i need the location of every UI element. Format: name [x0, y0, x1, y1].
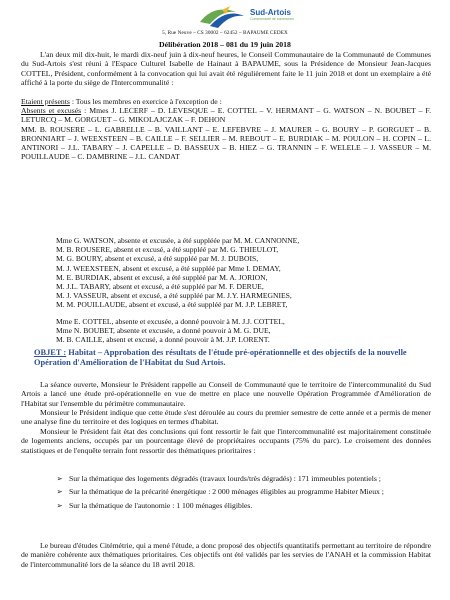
suppleance-item: Mme G. WATSON, absente et excusée, a été suppléée par M. M. CANNONNE, — [56, 236, 300, 245]
body-paragraph-3: Monsieur le Président fait état des conclusions qui font ressortir le fait que l'intercommunalité est majoritairement constituée de logements anciens, occupés par un pourcentage élevé de propriétaires occupants (75% du parc). Le croisement des données statistiques et de l'enquête terrain font ressortir des thématiques prioritaires : — [21, 427, 431, 455]
body-paragraph-4: Le bureau d'études Citémétrie, qui a mené l'étude, a donc proposé des objectifs quantitatifs permettant au territoire de répondre de manière cohérente aux thématiques prioritaires. Ces objectifs ont été validés par les servies de l'ANAH et la commission Habitat de l'intercommunalité lors de la séance du 18 avril 2018. — [21, 541, 431, 569]
arrow-bullet-icon: ➢ — [56, 487, 63, 497]
objet-heading — [34, 348, 422, 367]
pouvoir-item: M. B. CAILLE, absent et excusé, a donné pouvoir à M. J.P. LORENT. — [56, 335, 270, 345]
suppleance-item: M. E. BURDIAK, absent et excusé, a été suppléé par M. A. JORION, — [56, 272, 268, 282]
logo-tagline: Communauté de communes — [250, 17, 294, 21]
absents-label: Absents et excusés — [21, 106, 82, 115]
suppleance-item: M. J.L. TABARY, absent et excusé, a été suppléé par M. F. DERUE, — [56, 282, 264, 292]
bullet-text: Sur la thématique des logements dégradés (travaux lourds/très dégradés) : 171 immeubles potentiels ; — [69, 474, 381, 483]
bullet-text: Sur la thématique de l'autonomie : 1 100 ménages éligibles. — [69, 500, 253, 510]
suppleance-item: M. B. ROUSERE, absent et excusé, a été suppléé par M. G. THIEULOT, — [56, 245, 279, 255]
bullet-text: Sur la thématique de la précarité énergétique : 2 000 ménages éligibles au programme Habiter Mieux ; — [69, 487, 384, 497]
absents-mmes: : Mmes J. LECERF – D. LEVESQUE – E. COTTEL – V. HERMANT – G. WATSON – N. BOUBET – F. LETURCQ – M. GORGUET – G. MIKOLAJCZAK – F. DEHON — [21, 106, 431, 125]
presents-line — [21, 97, 431, 106]
objet-label: OBJET : — [34, 348, 67, 357]
list-item — [21, 487, 431, 496]
logo-text: Sud-Artois — [250, 8, 291, 17]
header-address: 5, Rue Neuve – CS 30002 – 62452 – BAPAUME CEDEX — [162, 30, 288, 36]
suppleances-list — [56, 236, 426, 310]
suppleance-item: M. J. WEEXSTEEN, absent et excusé, a été suppléé par Mme I. DEMAY, — [56, 263, 281, 273]
objet-text: Habitat – Approbation des résultats de l'étude pré-opérationnelle et des objectifs de la nouvelle Opération d'Amélioration de l'Habitat du Sud Artois. — [34, 348, 407, 367]
absents-mm: MM. B. ROUSERE – L. GABRELLE – B. VAILLANT – E. LEFEBVRE – J. MAURER – G. BOURY – P. GORGUET – B. BRONNIART – J. WEEXSTEEN – B. CAILLE – F. SELLIER – M. REBOUT – E. BURDIAK – M. POULON – H. COPIN – L. ANTINORI – J.L. TABARY – J. CAPELLE – D. BASSEUX – B. HIEZ – G. TRANNIN – F. WELELE – J. VASSEUR – M. POUILLAUDE – C. DAMBRINE – J.L. CANDAT — [21, 124, 431, 162]
deliberation-title: Délibération 2018 – 081 du 19 juin 2018 — [159, 40, 291, 49]
body-paragraph-2: Monsieur le Président indique que cette étude s'est déroulée au cours du premier semestre de cette année et a permis de mener une analyse fine du territoire et des logiques en termes d'habitat. — [21, 408, 431, 427]
logo — [196, 2, 296, 30]
arrow-bullet-icon: ➢ — [56, 500, 63, 510]
presents-text: : Tous les membres en exercice à l'exception de : — [69, 97, 222, 106]
suppleance-item: M. J. VASSEUR, absent et excusé, a été suppléé par M. J.Y. HARMEGNIES, — [56, 291, 292, 301]
presents-label: Etaient présents — [21, 97, 70, 106]
intro-paragraph: L'an deux mil dix-huit, le mardi dix-neuf juin à dix-neuf heures, le Conseil Communautaire de la Communauté de Communes du Sud-Artois s'est réuni à l'Espace Culturel Isabelle de Hainaut à BAPAUME, sous la Présidence de Monsieur Jean-Jacques COTTEL, Président, conformément à la convocation qui lui avait été régulièrement faite le 11 juin 2018 et dont un exemplaire a été affiché à la porte du siège de l'Intercommunalité : — [21, 50, 431, 87]
list-item — [21, 474, 431, 483]
absents-block — [21, 106, 431, 162]
pouvoir-item: Mme N. BOUBET, absente et excusée, a donné pouvoir à M. G. DUE, — [56, 326, 271, 336]
suppleance-item: M. G. BOURY, absent et excusé, a été suppléé par M. J. DUBOIS, — [56, 254, 259, 264]
list-item — [21, 501, 431, 510]
priorities-list — [21, 474, 431, 510]
pouvoir-item: Mme E. COTTEL, absente et excusée, a donné pouvoir à M. J.J. COTTEL, — [56, 317, 285, 326]
body-paragraph-1: La séance ouverte, Monsieur le Président rappelle au Conseil de Communauté que le territoire de l'intercommunalité du Sud Artois a lancé une étude pré-opérationnelle en vue de mettre en place une nouvelle Opération Programmée d'Amélioration de l'Habitat sur l'ensemble du périmètre communautaire. — [21, 380, 431, 408]
arrow-bullet-icon: ➢ — [56, 474, 63, 483]
pouvoirs-list — [56, 317, 426, 345]
suppleance-item: M. M. POUILLAUDE, absent et excusé, a été suppléé par M. J.P. LEBRET, — [56, 300, 288, 310]
